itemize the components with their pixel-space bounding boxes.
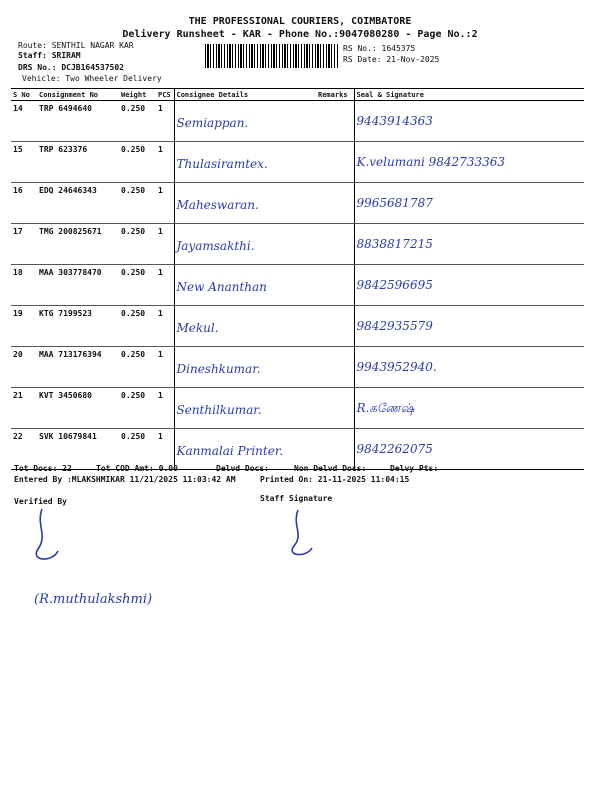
remarks-cell [316,347,354,388]
handwritten-consignee: Senthilkumar. [176,403,262,417]
pcs-cell: 1 [156,265,174,306]
handwritten-consignee: Jayamsakthi. [176,239,255,253]
handwritten-signature: 8838817215 [356,237,433,251]
consignee-cell [174,388,316,429]
weight-cell: 0.250 [119,142,156,183]
pcs-cell: 1 [156,347,174,388]
col-pcs: PCS [156,89,174,101]
delvy-pts: Delvy Pts: [390,464,439,473]
barcode [205,44,339,68]
consignee-cell [174,347,316,388]
col-consignee: Consignee Details [174,89,316,101]
staff-signature-label: Staff Signature [260,494,333,503]
verified-by-label: Verified By [14,497,67,506]
tot-cod: Tot COD Amt: 0.00 [96,464,178,473]
weight-cell: 0.250 [119,224,156,265]
remarks-cell [316,183,354,224]
table-row [11,224,584,265]
handwritten-consignee: Dineshkumar. [176,362,261,376]
seal-cell [354,388,584,429]
rs-number: RS No.: 1645375 [343,44,416,53]
handwritten-signature: 9965681787 [356,196,433,210]
remarks-cell [316,388,354,429]
consignment-cell: TRP 6494640 [37,101,119,142]
sno-cell: 18 [11,265,37,306]
table-row [11,142,584,183]
pcs-cell: 1 [156,224,174,265]
col-consignment: Consignment No [37,89,119,101]
table-row [11,388,584,429]
weight-cell: 0.250 [119,101,156,142]
rs-date: RS Date: 21-Nov-2025 [343,55,440,64]
staff-label: Staff: SRIRAM [18,51,81,60]
weight-cell: 0.250 [119,388,156,429]
handwritten-consignee: New Ananthan [176,280,267,294]
consignment-cell: MAA 713176394 [37,347,119,388]
col-sno: S No [11,89,37,101]
staff-signature [282,508,322,560]
handwritten-consignee: Mekul. [176,321,219,335]
verifier-signature [28,505,68,567]
sno-cell: 14 [11,101,37,142]
pcs-cell: 1 [156,306,174,347]
col-remarks: Remarks [316,89,354,101]
vehicle-label: Vehicle: Two Wheeler Delivery [22,74,162,83]
printed-on: Printed On: 21-11-2025 11:04:15 [260,475,410,484]
remarks-cell [316,142,354,183]
remarks-cell [316,306,354,347]
table-row [11,306,584,347]
seal-cell [354,101,584,142]
weight-cell: 0.250 [119,429,156,470]
consignment-cell: SVK 10679841 [37,429,119,470]
consignee-cell [174,142,316,183]
weight-cell: 0.250 [119,183,156,224]
route-label: Route: SENTHIL NAGAR KAR [18,41,134,50]
drs-number: DRS No.: DCJB164537502 [18,63,124,72]
sno-cell: 16 [11,183,37,224]
pcs-cell: 1 [156,388,174,429]
remarks-cell [316,265,354,306]
seal-cell [354,347,584,388]
table-row [11,347,584,388]
sno-cell: 19 [11,306,37,347]
company-title: THE PROFESSIONAL COURIERS, COIMBATORE [188,16,412,27]
handwritten-signature: 9943952940. [356,360,437,374]
table-row [11,265,584,306]
handwritten-signature: 9842262075 [356,442,433,456]
sno-cell: 21 [11,388,37,429]
handwritten-signature: 9842596695 [356,278,433,292]
sno-cell: 17 [11,224,37,265]
consignee-cell [174,306,316,347]
seal-cell [354,306,584,347]
pcs-cell: 1 [156,183,174,224]
seal-cell [354,265,584,306]
consignment-cell: MAA 303778470 [37,265,119,306]
entered-by: Entered By :MLAKSHMIKAR 11/21/2025 11:03:42 AM [14,475,236,484]
seal-cell [354,183,584,224]
handwritten-consignee: Kanmalai Printer. [176,444,284,458]
non-delvd-docs: Non Delvd Docs: [294,464,367,473]
seal-cell [354,142,584,183]
handwritten-signature: 9842935579 [356,319,433,333]
seal-cell [354,429,584,470]
consignment-cell: KVT 3450680 [37,388,119,429]
seal-cell [354,224,584,265]
col-seal: Seal & Signature [354,89,584,101]
consignment-cell: TRP 623376 [37,142,119,183]
table-header [11,89,584,101]
table-row [11,101,584,142]
weight-cell: 0.250 [119,265,156,306]
sno-cell: 22 [11,429,37,470]
col-weight: Weight [119,89,156,101]
weight-cell: 0.250 [119,306,156,347]
runsheet-table [11,88,584,470]
consignee-cell [174,265,316,306]
tot-docs: Tot Docs: 22 [14,464,72,473]
consignment-cell: EDQ 24646343 [37,183,119,224]
handwritten-consignee: Maheswaran. [176,198,259,212]
sno-cell: 15 [11,142,37,183]
pcs-cell: 1 [156,101,174,142]
consignee-cell [174,101,316,142]
pcs-cell: 1 [156,142,174,183]
handwritten-signature: 9443914363 [356,114,433,128]
remarks-cell [316,224,354,265]
remarks-cell [316,101,354,142]
delvd-docs: Delvd Docs: [216,464,269,473]
sno-cell: 20 [11,347,37,388]
handwritten-consignee: Thulasiramtex. [176,157,268,171]
consignment-cell: TMG 200825671 [37,224,119,265]
consignment-cell: KTG 7199523 [37,306,119,347]
consignee-cell [174,224,316,265]
handwritten-signature: K.velumani 9842733363 [356,155,505,169]
runsheet-subtitle: Delivery Runsheet - KAR - Phone No.:9047080280 - Page No.:2 [122,29,478,40]
consignee-cell [174,183,316,224]
handwritten-signature: R.கணேஷ் [356,401,415,415]
verifier-name: (R.muthulakshmi) [34,592,153,607]
weight-cell: 0.250 [119,347,156,388]
pcs-cell: 1 [156,429,174,470]
table-row [11,183,584,224]
handwritten-consignee: Semiappan. [176,116,249,130]
